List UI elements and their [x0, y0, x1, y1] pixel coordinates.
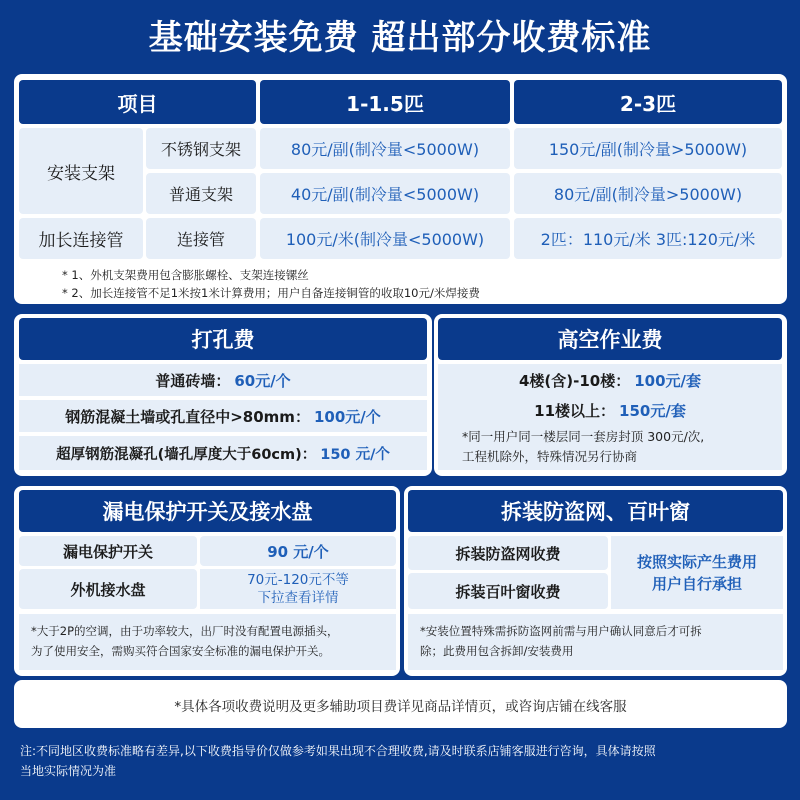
table-note-1: * 1、外机支架费用包含膨胀螺栓、支架连接镙丝 — [62, 268, 309, 282]
stainless-bracket-label: 不锈钢支架 — [146, 128, 256, 169]
drilling-row-thick-label: 超厚钢筋混凝孔(墙孔厚度大于60cm)： — [56, 446, 317, 463]
table-note-2: * 2、加长连接管不足1米按1米计算费用；用户自备连接铜管的收取10元/米焊接费 — [62, 286, 480, 300]
removal-note-box — [408, 614, 783, 670]
header-col-large: 2-3匹 — [514, 80, 782, 124]
leakage-note-box — [19, 614, 396, 670]
aerial-body — [438, 364, 782, 470]
pipe-price-small: 100元/米(制冷量<5000W) — [260, 218, 510, 259]
drilling-row-thick-value: 150 元/个 — [320, 446, 390, 463]
removal-title: 拆装防盗网、百叶窗 — [408, 490, 783, 532]
normal-bracket-label: 普通支架 — [146, 173, 256, 214]
drilling-row-concrete-value: 100元/个 — [313, 407, 381, 426]
header-item: 项目 — [19, 80, 256, 124]
normal-bracket-price-small: 40元/副(制冷量<5000W) — [260, 173, 510, 214]
leakage-title: 漏电保护开关及接水盘 — [19, 490, 396, 532]
drain-pan-price-line1: 70元-120元不等 — [247, 572, 349, 588]
aerial-title: 高空作业费 — [438, 318, 782, 360]
aerial-row-mid — [438, 366, 782, 394]
drilling-row-brick-label: 普通砖墙： — [155, 371, 231, 390]
bottom-disclaimer-line2: 当地实际情况为准 — [20, 764, 117, 778]
leakage-switch-label: 漏电保护开关 — [19, 536, 197, 566]
bottom-disclaimer-line1: 注:不同地区收费标准略有差异,以下收费指导价仅做参考如果出现不合理收费,请及时联系店铺客服进行咨询，具体请按照 — [20, 744, 656, 758]
drilling-fee-panel — [14, 314, 432, 476]
drilling-row-concrete-label: 钢筋混凝土墙或孔直径中>80mm： — [65, 407, 310, 426]
drilling-row-brick — [19, 364, 427, 396]
leakage-panel — [14, 486, 400, 676]
page-title: 基础安装免费 超出部分收费标准 — [148, 18, 652, 58]
leakage-note-2: 为了使用安全，需购买符合国家安全标准的漏电保护开关。 — [31, 644, 330, 658]
bottom-disclaimer — [20, 741, 790, 781]
drilling-title: 打孔费 — [19, 318, 427, 360]
aerial-work-panel — [434, 314, 787, 476]
leakage-note-1: *大于2P的空调，由于功率较大，出厂时没有配置电源插头， — [31, 624, 339, 638]
aerial-row-high-value: 150元/套 — [619, 401, 686, 420]
drilling-row-brick-value: 60元/个 — [234, 371, 291, 390]
header-col-small: 1-1.5匹 — [260, 80, 510, 124]
bracket-group-label: 安装支架 — [19, 128, 143, 214]
removal-louver-label: 拆装百叶窗收费 — [408, 573, 608, 609]
footer-text: *具体各项收费说明及更多辅助项目费详见商品详情页，或咨询店铺在线客服 — [174, 699, 627, 715]
removal-price-line1: 按照实际产生费用 — [636, 552, 757, 571]
normal-bracket-price-large: 80元/副(制冷量>5000W) — [514, 173, 782, 214]
pipe-price-large: 2匹：110元/米 3匹:120元/米 — [514, 218, 782, 259]
removal-note-2: 除；此费用包含拆卸/安装费用 — [420, 644, 574, 658]
pipe-group-label: 加长连接管 — [19, 218, 143, 259]
removal-note-1: *安装位置特殊需拆防盗网前需与用户确认同意后才可拆 — [420, 624, 702, 638]
removal-panel — [404, 486, 787, 676]
aerial-note-2: 工程机除外，特殊情况另行协商 — [462, 449, 638, 464]
aerial-row-high-label: 11楼以上： — [534, 401, 616, 420]
drilling-row-concrete — [19, 400, 427, 432]
drain-pan-price-line2: 下拉查看详情 — [257, 590, 339, 606]
aerial-row-high — [438, 396, 782, 424]
aerial-note-1: *同一用户同一楼层同一套房封顶 300元/次, — [462, 429, 705, 444]
drain-pan-label: 外机接水盘 — [19, 569, 197, 609]
footer-panel — [14, 680, 787, 728]
removal-price-line2: 用户自行承担 — [651, 574, 742, 593]
removal-net-label: 拆装防盗网收费 — [408, 536, 608, 570]
stainless-bracket-price-large: 150元/副(制冷量>5000W) — [514, 128, 782, 169]
aerial-row-mid-value: 100元/套 — [634, 371, 702, 390]
leakage-switch-price: 90 元/个 — [200, 536, 396, 566]
drilling-row-thick — [19, 436, 427, 470]
aerial-row-mid-label: 4楼(含)-10楼： — [518, 371, 631, 390]
drain-pan-price — [200, 569, 396, 609]
removal-price — [611, 536, 783, 609]
installation-fee-table — [14, 74, 787, 304]
stainless-bracket-price-small: 80元/副(制冷量<5000W) — [260, 128, 510, 169]
pipe-label: 连接管 — [146, 218, 256, 259]
